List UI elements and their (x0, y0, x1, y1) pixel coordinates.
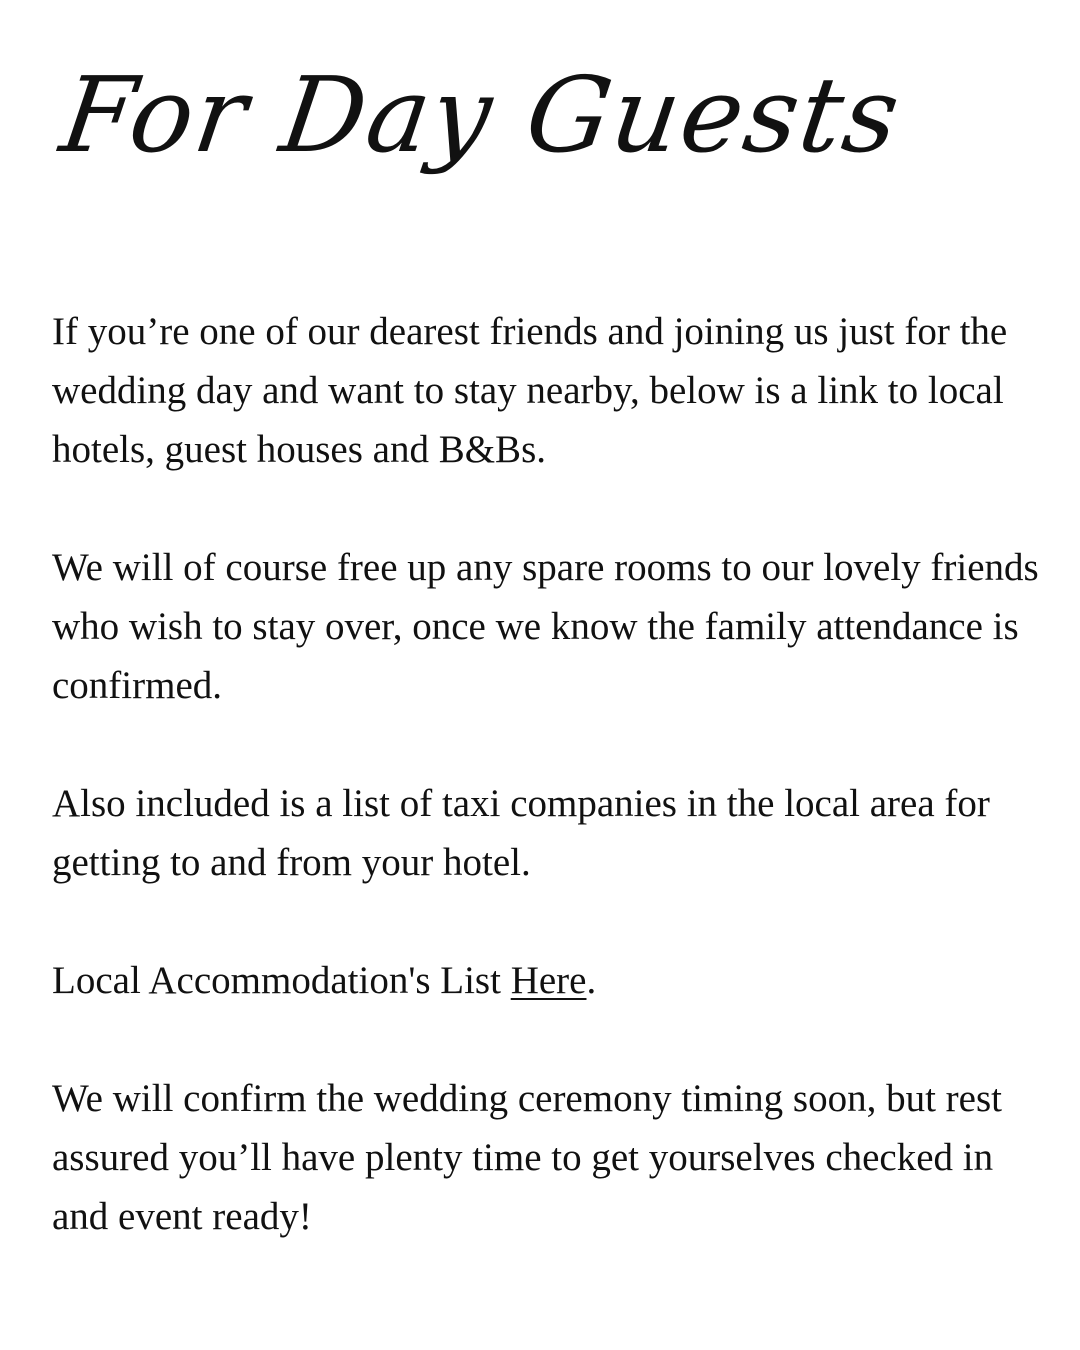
taxi-paragraph: Also included is a list of taxi companies in the local area for getting to and from your hotel. (52, 782, 990, 884)
intro-paragraph: If you’re one of our dearest friends and joining us just for the wedding day and want to stay nearby, below is a link to local hotels, guest houses and B&Bs. (52, 310, 1008, 471)
ceremony-timing-paragraph: We will confirm the wedding ceremony timing soon, but rest assured you’ll have plenty time to get yourselves checked in and event ready! (52, 1077, 1002, 1238)
accommodation-line (52, 951, 1042, 1010)
accommodation-list-link[interactable]: Here (510, 959, 587, 1002)
spare-rooms-paragraph: We will of course free up any spare rooms to our lovely friends who wish to stay over, once we know the family attendance is confirmed. (52, 546, 1039, 707)
accommodation-suffix: . (586, 959, 597, 1002)
accommodation-prefix: Local Accommodation's List (52, 959, 511, 1002)
page-title: For Day Guests (53, 54, 909, 176)
